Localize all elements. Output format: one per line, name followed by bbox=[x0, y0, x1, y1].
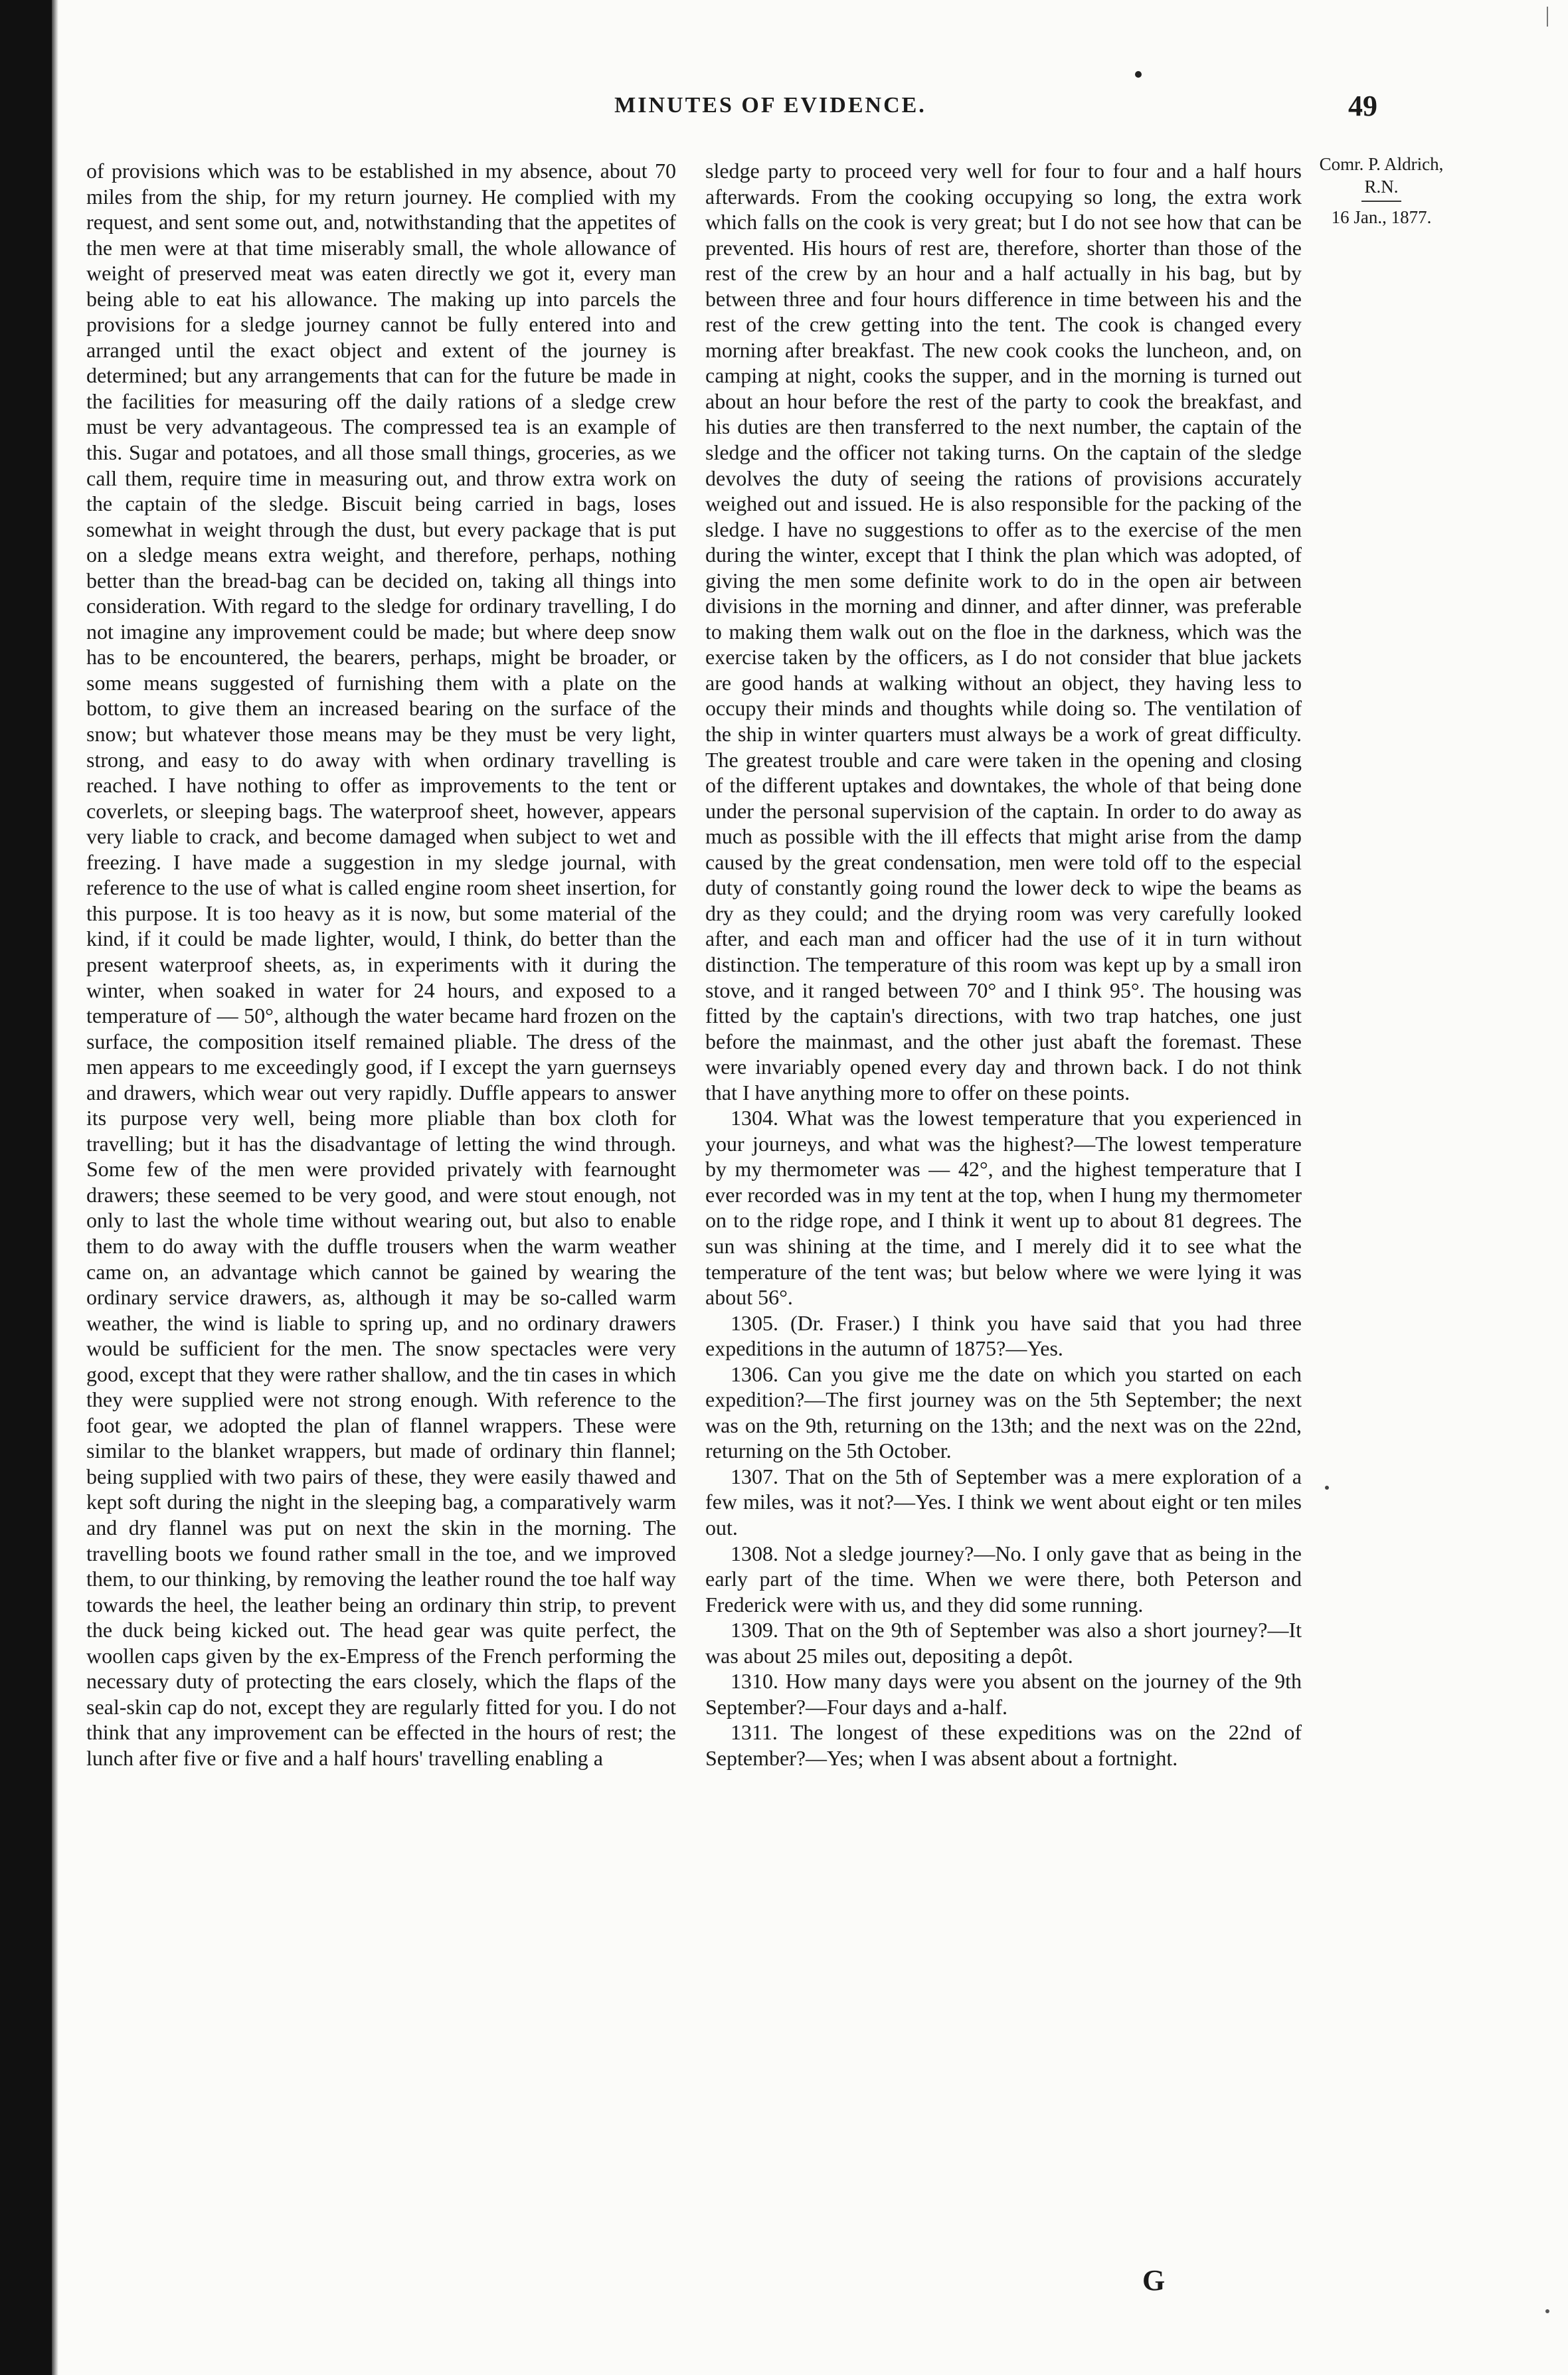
signature-mark: G bbox=[1142, 2264, 1166, 2297]
page-title: MINUTES OF EVIDENCE. bbox=[614, 93, 926, 118]
question-number: 1310. bbox=[731, 1669, 778, 1694]
left-column bbox=[86, 158, 676, 1771]
question-text: How many days were you absent on the journey of the 9th September?—Four days and a-half. bbox=[705, 1669, 1302, 1719]
question-number: 1308. bbox=[731, 1541, 778, 1565]
question-1305 bbox=[705, 1310, 1302, 1362]
question-text: The longest of these expeditions was on the 22nd of September?—Yes; when I was absent about a fortnight. bbox=[705, 1720, 1302, 1770]
question-text: What was the lowest temperature that you experienced in your journeys, and what was the highest?—The lowest temperature by my thermometer was — 42°, and the highest temperature that I ever recorded was in my tent at the top, when I hung my thermometer on to the ridge rope, and I think it went up to about 81 degrees. The sun was shining at the time, and I merely did it to see what the temperature of the tent was; but below where we were lying it was about 56°. bbox=[705, 1106, 1302, 1310]
question-1307 bbox=[705, 1464, 1302, 1541]
witness-date: 16 Jan., 1877. bbox=[1331, 207, 1432, 227]
left-column-paragraph: of provisions which was to be established in my absence, about 70 miles from the ship, for my return journey. He complied with my request, and sent some out, and, notwithstanding that the appetites of the men were at that time miserably small, the whole allowance of weight of preserved meat was eaten directly we got it, every man being able to eat his allowance. The making up into parcels the provisions for a sledge journey cannot be fully entered into and arranged until the exact object and extent of the journey is determined; but any arrangements that can for the future be made in the facilities for measuring off the daily rations of a sledge crew must be very advantageous. The compressed tea is an example of this. Sugar and potatoes, and all those small things, groceries, as we call them, require time in measuring out, and throw extra work on the captain of the sledge. Biscuit being carried in bags, loses somewhat in weight through the dust, but every package that is put on a sledge means extra weight, and therefore, perhaps, nothing better than the bread-bag can be decided on, taking all things into consideration. With regard to the sledge for ordinary travelling, I do not imagine any improvement could be made; but where deep snow has to be encountered, the bearers, perhaps, might be broader, or some means suggested of furnishing them with a plate on the bottom, to give them an increased bearing on the surface of the snow; but whatever those means may be they must be very light, strong, and easy to do away with when ordinary travelling is reached. I have nothing to offer as improvements to the tent or coverlets, or sleeping bags. The waterproof sheet, however, appears very liable to crack, and become damaged when subject to wet and freezing. I have made a suggestion in my sledge journal, with reference to the use of what is called engine room sheet insertion, for this purpose. It is too heavy as it is now, but some material of the kind, if it could be made lighter, would, I think, do better than the present waterproof sheets, as, in experiments with it during the winter, when soaked in water for 24 hours, and exposed to a temperature of — 50°, although the water became hard frozen on the surface, the composition itself remained pliable. The dress of the men appears to me exceedingly good, if I except the yarn guernseys and drawers, which wear out very rapidly. Duffle appears to answer its purpose very well, being more pliable than box cloth for travelling; but it has the disadvantage of letting the wind through. Some few of the men were provided privately with fearnought drawers; these seemed to be very good, and were stout enough, not only to last the whole time without wearing out, but also to enable them to do away with the duffle trousers when the warm weather came on, an advantage which cannot be gained by wearing the ordinary service drawers, as, although it may be so-called warm weather, the wind is liable to spring up, and no ordinary drawers would be sufficient for the men. The snow spectacles were very good, except that they were rather shallow, and the tin cases in which they were supplied were not strong enough. With reference to the foot gear, we adopted the plan of flannel wrappers. These were similar to the blanket wrappers, but made of ordinary thin flannel; being supplied with two pairs of these, they were easily thawed and kept soft during the night in the sleeping bag, a comparatively warm and dry flannel was put on next the skin in the morning. The travelling boots we found rather small in the toe, and we improved them, to our thinking, by removing the leather round the toe half way towards the heel, the leather being an ordinary thin strip, to prevent the duck being kicked out. The head gear was quite perfect, the woollen caps given by the ex-Empress of the French performing the necessary duty of protecting the ears closely, which the flaps of the seal-skin cap do not, except they are regularly fitted for you. I do not think that any improvement can be effected in the hours of rest; the lunch after five or five and a half hours' travelling enabling a bbox=[86, 159, 676, 1770]
page-number: 49 bbox=[1348, 90, 1377, 122]
witness-name: Comr. P. Aldrich, R.N. bbox=[1319, 154, 1444, 197]
question-text: Can you give me the date on which you started on each expedition?—The first journey was on the 5th September; the next was on the 9th, returning on the 13th; and the next was on the 22nd, returning on the 5th October. bbox=[705, 1362, 1302, 1463]
question-1308 bbox=[705, 1541, 1302, 1618]
margin-divider bbox=[1361, 201, 1401, 202]
question-1304 bbox=[705, 1105, 1302, 1310]
question-1310 bbox=[705, 1668, 1302, 1719]
question-number: 1305. bbox=[731, 1310, 778, 1335]
question-text: That on the 9th of September was also a short journey?—It was about 25 miles out, depositing a depôt. bbox=[705, 1618, 1302, 1668]
question-text: That on the 5th of September was a mere exploration of a few miles, was it not?—Yes. I think we went about eight or ten miles out. bbox=[705, 1464, 1302, 1539]
running-header bbox=[106, 90, 1435, 133]
question-number: 1311. bbox=[731, 1720, 778, 1745]
page-binding-shadow bbox=[0, 0, 52, 2375]
question-text: Not a sledge journey?—No. I only gave that as being in the early part of the time. When we were there, both Peterson and Frederick were with us, and they did some running. bbox=[705, 1541, 1302, 1617]
question-number: 1309. bbox=[731, 1618, 778, 1642]
witness-margin-note bbox=[1308, 153, 1454, 228]
question-text: (Dr. Fraser.) I think you have said that you had three expeditions in the autumn of 1875?—Yes. bbox=[705, 1310, 1302, 1361]
page-binding-edge bbox=[52, 0, 58, 2375]
question-1309 bbox=[705, 1617, 1302, 1668]
question-1311 bbox=[705, 1719, 1302, 1771]
question-number: 1307. bbox=[731, 1464, 778, 1488]
question-number: 1306. bbox=[731, 1362, 778, 1386]
question-1306 bbox=[705, 1362, 1302, 1464]
question-number: 1304. bbox=[731, 1106, 778, 1130]
right-column-paragraph-continued: sledge party to proceed very well for four to four and a half hours afterwards. From the cooking occupying so long, the extra work which falls on the cook is very great; but I do not see how that can be prevented. His hours of rest are, therefore, shorter than those of the rest of the crew by an hour and a half actually in his bag, but by between three and four hours difference in time between his and the rest of the crew getting into the tent. The cook is changed every morning after breakfast. The new cook cooks the luncheon, and, on camping at night, cooks the supper, and in the morning is turned out about an hour before the rest of the party to cook the breakfast, and his duties are then transferred to the next number, the captain of the sledge and the officer not taking turns. On the captain of the sledge devolves the duty of seeing the rations of provisions accurately weighed out and issued. He is also responsible for the packing of the sledge. I have no suggestions to offer as to the exercise of the men during the winter, except that I think the plan which was adopted, of giving the men some definite work to do in the open air between divisions in the morning and dinner, and after dinner, was preferable to making them walk out on the floe in the darkness, which was the exercise taken by the officers, as I do not consider that blue jackets are good hands at walking without an object, they having less to occupy their minds and thoughts while doing so. The ventilation of the ship in winter quarters must always be a work of great difficulty. The greatest trouble and care were taken in the opening and closing of the different uptakes and downtakes, the whole of that being done under the personal supervision of the captain. In order to do away as much as possible with the ill effects that might arise from the damp caused by the great condensation, men were told off to the especial duty of constantly going round the lower deck to wipe the beams as dry as they could; and the drying room was very carefully looked after, and each man and officer had the use of it in turn without distinction. The temperature of this room was kept up by a small iron stove, and it ranged between 70° and I think 95°. The housing was fitted by the captain's directions, with two trap hatches, one just before the mainmast, and the other just abaft the foremast. These were invariably opened every day and thrown back. I do not think that I have anything more to offer on these points. bbox=[705, 159, 1302, 1104]
right-column bbox=[705, 158, 1302, 1771]
